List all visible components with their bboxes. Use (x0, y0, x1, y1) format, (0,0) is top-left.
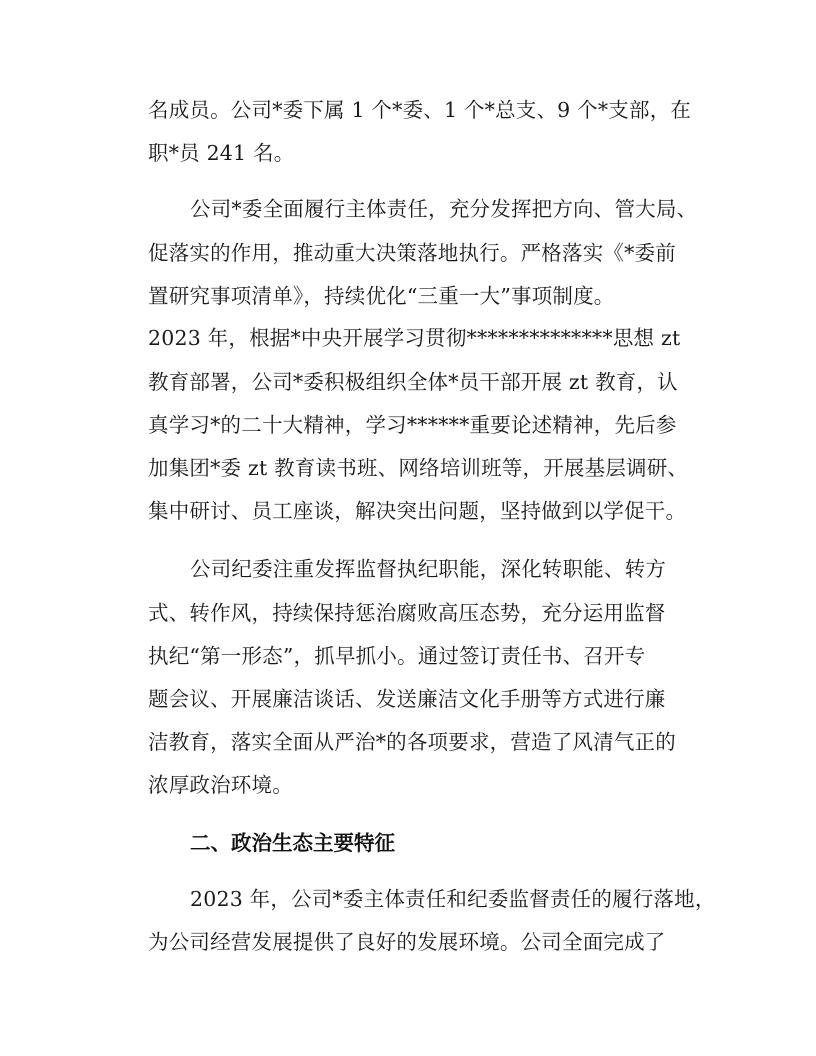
paragraph-line: 加集团*委 zt 教育读书班、网络培训班等，开展基层调研、 (148, 456, 689, 480)
paragraph-line: 促落实的作用，推动重大决策落地执行。严格落实《*委前 (148, 241, 676, 265)
paragraph-line: 真学习*的二十大精神，学习******重要论述精神，先后参 (148, 413, 677, 437)
paragraph-line: 为公司经营发展提供了良好的发展环境。公司全面完成了 (148, 930, 666, 954)
paragraph-line: 2023 年，公司*委主体责任和纪委监督责任的履行落地， (190, 887, 716, 911)
paragraph-line: 浓厚政治环境。 (148, 773, 293, 797)
paragraph-line: 洁教育，落实全面从严治*的各项要求，营造了风清气正的 (148, 730, 676, 754)
paragraph-line: 2023 年，根据*中央开展学习贯彻**************思想 zt (148, 326, 681, 350)
paragraph-line: 职*员 241 名。 (148, 141, 295, 165)
paragraph-line: 置研究事项清单》，持续优化“三重一大”事项制度。 (148, 284, 615, 308)
paragraph-line: 题会议、开展廉洁谈话、发送廉洁文化手册等方式进行廉 (148, 687, 666, 711)
paragraph-line: 公司纪委注重发挥监督执纪职能，深化转职能、转方 (190, 557, 667, 581)
paragraph-line: 式、转作风，持续保持惩治腐败高压态势，充分运用监督 (148, 601, 666, 625)
paragraph-line: 执纪“第一形态”，抓早抓小。通过签订责任书、召开专 (148, 644, 646, 668)
paragraph-line: 集中研讨、员工座谈，解决突出问题，坚持做到以学促干。 (148, 499, 687, 523)
paragraph-line: 名成员。公司*委下属 1 个*委、1 个*总支、9 个*支部，在 (148, 98, 692, 122)
paragraph-line: 公司*委全面履行主体责任，充分发挥把方向、管大局、 (190, 197, 698, 221)
paragraph-line: 教育部署，公司*委积极组织全体*员干部开展 zt 教育，认 (148, 370, 678, 394)
section-heading: 二、政治生态主要特征 (190, 831, 395, 855)
